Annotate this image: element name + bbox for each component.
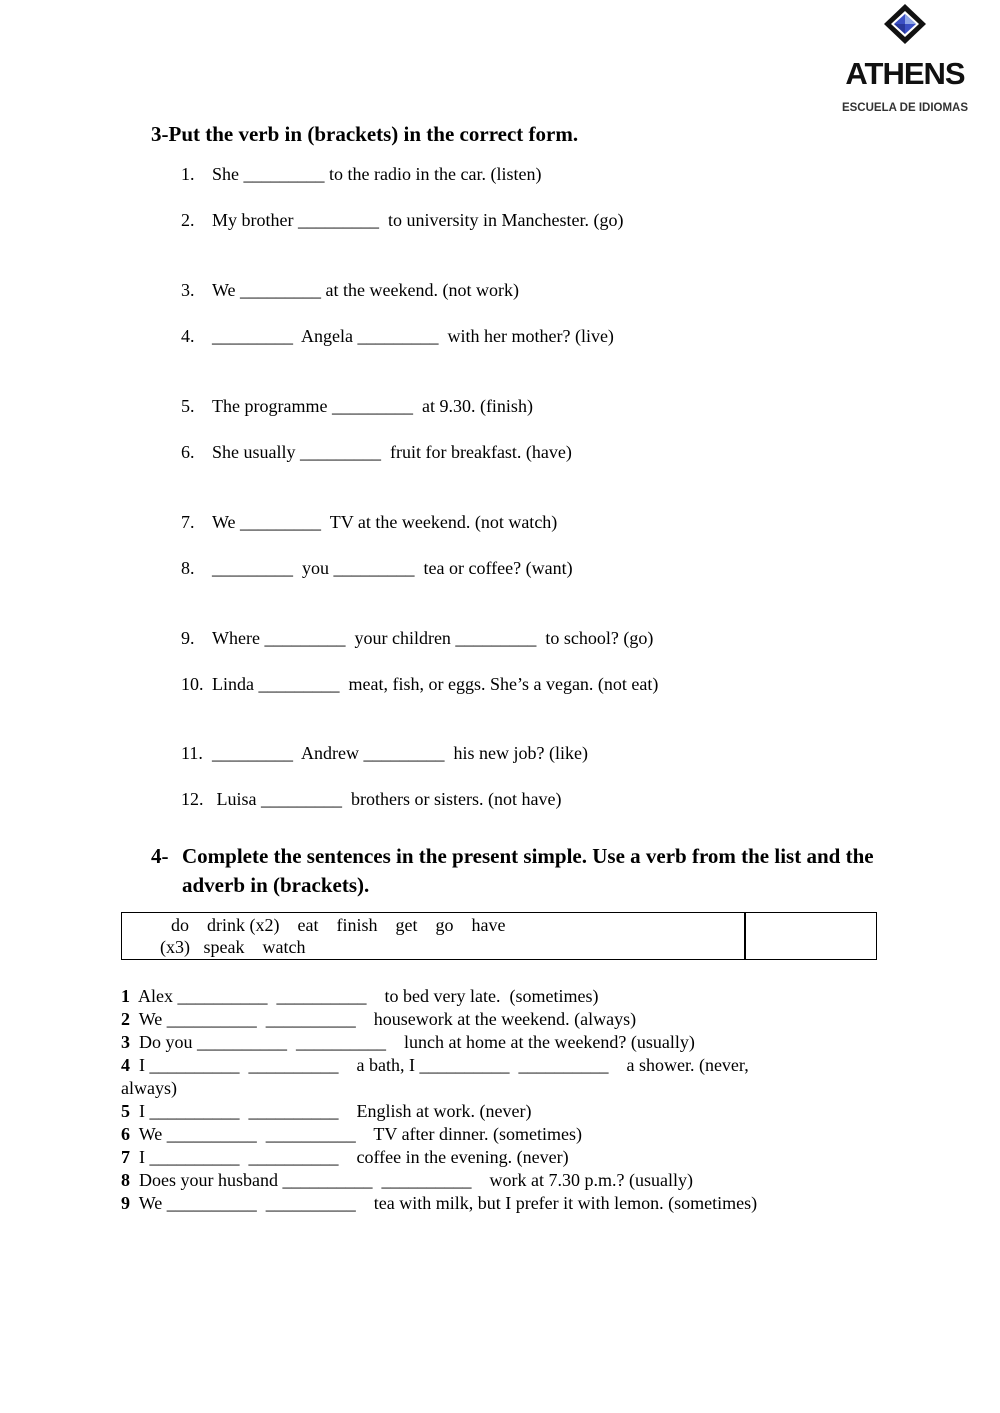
exercise3-item: 4. _________ Angela _________ with her mother? (live) (181, 326, 614, 346)
exercise4-item: 2 We __________ __________ housework at the weekend. (always) (121, 1009, 637, 1029)
exercise3-item: 10. Linda _________ meat, fish, or eggs. She’s a vegan. (not eat) (181, 674, 659, 694)
word-list-box (121, 912, 877, 960)
exercise4-item: 9 We __________ __________ tea with milk, but I prefer it with lemon. (sometimes) (121, 1193, 758, 1213)
exercise4-item-continuation: always) (121, 1078, 177, 1098)
exercise4-item: 7 I __________ __________ coffee in the evening. (never) (121, 1147, 569, 1167)
section4-label: 4- (151, 844, 169, 868)
exercise3-item: 6. She usually _________ fruit for breakfast. (have) (181, 442, 572, 462)
section3-title: 3-Put the verb in (brackets) in the correct form. (151, 122, 579, 146)
exercise3-item: 7. We _________ TV at the weekend. (not watch) (181, 512, 558, 532)
word-list-line1: do drink (x2) eat finish get go have (171, 915, 506, 935)
exercise4-item: 3 Do you __________ __________ lunch at home at the weekend? (usually) (121, 1032, 695, 1052)
exercise4-item: 8 Does your husband __________ __________ work at 7.30 p.m.? (usually) (121, 1170, 693, 1190)
section4-instructions: Complete the sentences in the present simple. Use a verb from the list and the adverb in (brackets). (182, 844, 874, 897)
exercise3-item: 1. She _________ to the radio in the car. (listen) (181, 164, 542, 184)
exercise3-item: 12. Luisa _________ brothers or sisters. (not have) (181, 789, 562, 809)
diamond-logo-icon (880, 2, 930, 46)
logo-subtitle: ESCUELA DE IDIOMAS (841, 102, 969, 114)
exercise4-item: 6 We __________ __________ TV after dinner. (sometimes) (121, 1124, 583, 1144)
exercise3-item: 2. My brother _________ to university in Manchester. (go) (181, 210, 624, 230)
exercise3-item: 9. Where _________ your children _________ to school? (go) (181, 628, 654, 648)
exercise3-item: 11. _________ Andrew _________ his new job? (like) (181, 743, 588, 763)
exercise4-item: 5 I __________ __________ English at work. (never) (121, 1101, 532, 1121)
athens-logo (830, 0, 980, 120)
word-list-line2: (x3) speak watch (160, 937, 306, 957)
logo-name: ATHENS (845, 56, 965, 91)
exercise3-item: 8. _________ you _________ tea or coffee? (want) (181, 558, 573, 578)
exercise4-item: 4 I __________ __________ a bath, I __________ __________ a shower. (never, (121, 1055, 749, 1075)
exercise4-item: 1 Alex __________ __________ to bed very late. (sometimes) (121, 986, 599, 1006)
box-divider (744, 913, 746, 959)
exercise3-item: 5. The programme _________ at 9.30. (finish) (181, 396, 533, 416)
exercise3-item: 3. We _________ at the weekend. (not work) (181, 280, 519, 300)
section4-title (151, 842, 911, 900)
